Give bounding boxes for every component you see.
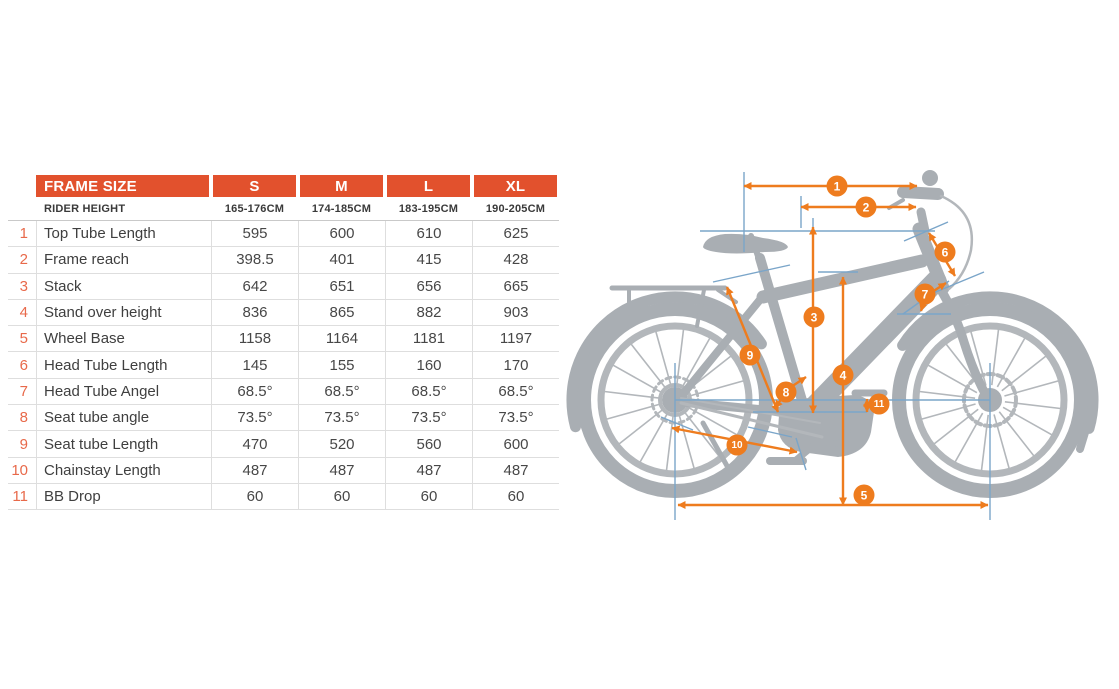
row-value: 470 bbox=[211, 431, 298, 456]
svg-text:8: 8 bbox=[782, 385, 790, 400]
rider-height-row bbox=[8, 197, 559, 221]
row-value: 60 bbox=[385, 484, 472, 509]
row-value: 73.5° bbox=[298, 405, 385, 430]
row-value: 600 bbox=[298, 221, 385, 246]
dimension-marker-10 bbox=[727, 435, 748, 456]
row-number: 2 bbox=[19, 251, 28, 269]
dimension-marker-6 bbox=[935, 242, 956, 263]
row-value: 642 bbox=[211, 274, 298, 299]
svg-text:11: 11 bbox=[873, 399, 885, 410]
table-row bbox=[8, 431, 559, 457]
table-row bbox=[8, 274, 559, 300]
table-row bbox=[8, 352, 559, 378]
row-value: 487 bbox=[385, 458, 472, 483]
row-label: Wheel Base bbox=[36, 326, 211, 351]
row-number: 8 bbox=[19, 409, 28, 427]
header-spacer bbox=[8, 175, 36, 197]
row-number: 3 bbox=[19, 277, 28, 295]
table-row bbox=[8, 247, 559, 273]
row-value: 625 bbox=[472, 221, 559, 246]
table-row bbox=[8, 300, 559, 326]
row-value: 1158 bbox=[211, 326, 298, 351]
row-value: 68.5° bbox=[298, 379, 385, 404]
dimension-marker-2 bbox=[856, 197, 877, 218]
dimension-marker-9 bbox=[740, 345, 761, 366]
row-number: 1 bbox=[19, 225, 28, 243]
row-value: 1164 bbox=[298, 326, 385, 351]
svg-text:7: 7 bbox=[921, 287, 929, 302]
row-label: Chainstay Length bbox=[36, 458, 211, 483]
rider-height-value: 165-176CM bbox=[224, 202, 285, 215]
size-column-header-m: M bbox=[300, 175, 383, 197]
size-column-header-s: S bbox=[213, 175, 296, 197]
bike-illustration bbox=[572, 170, 1093, 491]
row-value: 398.5 bbox=[211, 247, 298, 272]
row-label: Stand over height bbox=[36, 300, 211, 325]
rider-height-value: 190-205CM bbox=[485, 202, 546, 215]
row-value: 903 bbox=[472, 300, 559, 325]
row-number: 10 bbox=[11, 461, 28, 479]
row-value: 656 bbox=[385, 274, 472, 299]
row-value: 160 bbox=[385, 352, 472, 377]
row-label: Seat tube Length bbox=[36, 431, 211, 456]
row-value: 882 bbox=[385, 300, 472, 325]
bike-geometry-diagram bbox=[560, 150, 1119, 600]
table-row bbox=[8, 379, 559, 405]
row-value: 415 bbox=[385, 247, 472, 272]
rider-height-value: 183-195CM bbox=[398, 202, 459, 215]
row-label: Head Tube Length bbox=[36, 352, 211, 377]
row-number: 11 bbox=[12, 488, 28, 506]
row-value: 170 bbox=[472, 352, 559, 377]
table-row bbox=[8, 326, 559, 352]
row-value: 600 bbox=[472, 431, 559, 456]
row-value: 68.5° bbox=[211, 379, 298, 404]
svg-text:9: 9 bbox=[746, 348, 754, 363]
row-number: 6 bbox=[19, 356, 28, 374]
row-value: 145 bbox=[211, 352, 298, 377]
row-value: 487 bbox=[298, 458, 385, 483]
table-row bbox=[8, 405, 559, 431]
row-value: 1181 bbox=[385, 326, 472, 351]
row-label: Head Tube Angel bbox=[36, 379, 211, 404]
row-value: 487 bbox=[472, 458, 559, 483]
row-value: 73.5° bbox=[472, 405, 559, 430]
row-label: BB Drop bbox=[36, 484, 211, 509]
row-value: 60 bbox=[472, 484, 559, 509]
dimension-marker-1 bbox=[827, 176, 848, 197]
dimension-marker-11 bbox=[869, 394, 890, 415]
dimension-marker-8 bbox=[776, 382, 797, 403]
row-value: 68.5° bbox=[472, 379, 559, 404]
svg-text:10: 10 bbox=[731, 440, 743, 451]
row-value: 155 bbox=[298, 352, 385, 377]
svg-text:5: 5 bbox=[860, 488, 868, 503]
table-header-row bbox=[8, 175, 559, 197]
dimension-marker-4 bbox=[833, 365, 854, 386]
saddle bbox=[703, 234, 788, 254]
frame-size-table bbox=[8, 175, 559, 510]
row-value: 487 bbox=[211, 458, 298, 483]
row-value: 865 bbox=[298, 300, 385, 325]
frame-size-header: FRAME SIZE bbox=[36, 175, 209, 197]
row-value: 665 bbox=[472, 274, 559, 299]
row-value: 836 bbox=[211, 300, 298, 325]
row-value: 60 bbox=[211, 484, 298, 509]
svg-text:2: 2 bbox=[862, 200, 870, 215]
table-row bbox=[8, 484, 559, 510]
svg-text:4: 4 bbox=[839, 368, 847, 383]
handlebar-grip bbox=[903, 192, 938, 194]
svg-text:6: 6 bbox=[941, 245, 949, 260]
row-value: 60 bbox=[298, 484, 385, 509]
rider-height-value: 174-185CM bbox=[311, 202, 372, 215]
row-label: Seat tube angle bbox=[36, 405, 211, 430]
row-number: 4 bbox=[19, 304, 28, 322]
rider-height-label: RIDER HEIGHT bbox=[44, 202, 126, 215]
spec-table-body bbox=[8, 221, 559, 510]
row-value: 1197 bbox=[472, 326, 559, 351]
row-number: 7 bbox=[19, 382, 28, 400]
svg-text:3: 3 bbox=[810, 310, 818, 325]
row-number: 9 bbox=[19, 435, 28, 453]
row-value: 68.5° bbox=[385, 379, 472, 404]
size-column-header-l: L bbox=[387, 175, 470, 197]
row-number: 5 bbox=[19, 330, 28, 348]
row-value: 73.5° bbox=[385, 405, 472, 430]
rider-height-spacer bbox=[8, 197, 36, 220]
row-value: 73.5° bbox=[211, 405, 298, 430]
row-label: Top Tube Length bbox=[36, 221, 211, 246]
row-value: 428 bbox=[472, 247, 559, 272]
dimension-marker-5 bbox=[854, 485, 875, 506]
svg-text:1: 1 bbox=[833, 179, 841, 194]
row-label: Frame reach bbox=[36, 247, 211, 272]
row-value: 520 bbox=[298, 431, 385, 456]
row-value: 595 bbox=[211, 221, 298, 246]
dimension-marker-7 bbox=[915, 284, 936, 305]
table-row bbox=[8, 221, 559, 247]
row-value: 651 bbox=[298, 274, 385, 299]
row-value: 401 bbox=[298, 247, 385, 272]
row-value: 560 bbox=[385, 431, 472, 456]
table-row bbox=[8, 458, 559, 484]
row-value: 610 bbox=[385, 221, 472, 246]
row-label: Stack bbox=[36, 274, 211, 299]
dimension-marker-3 bbox=[804, 307, 825, 328]
size-column-header-xl: XL bbox=[474, 175, 557, 197]
